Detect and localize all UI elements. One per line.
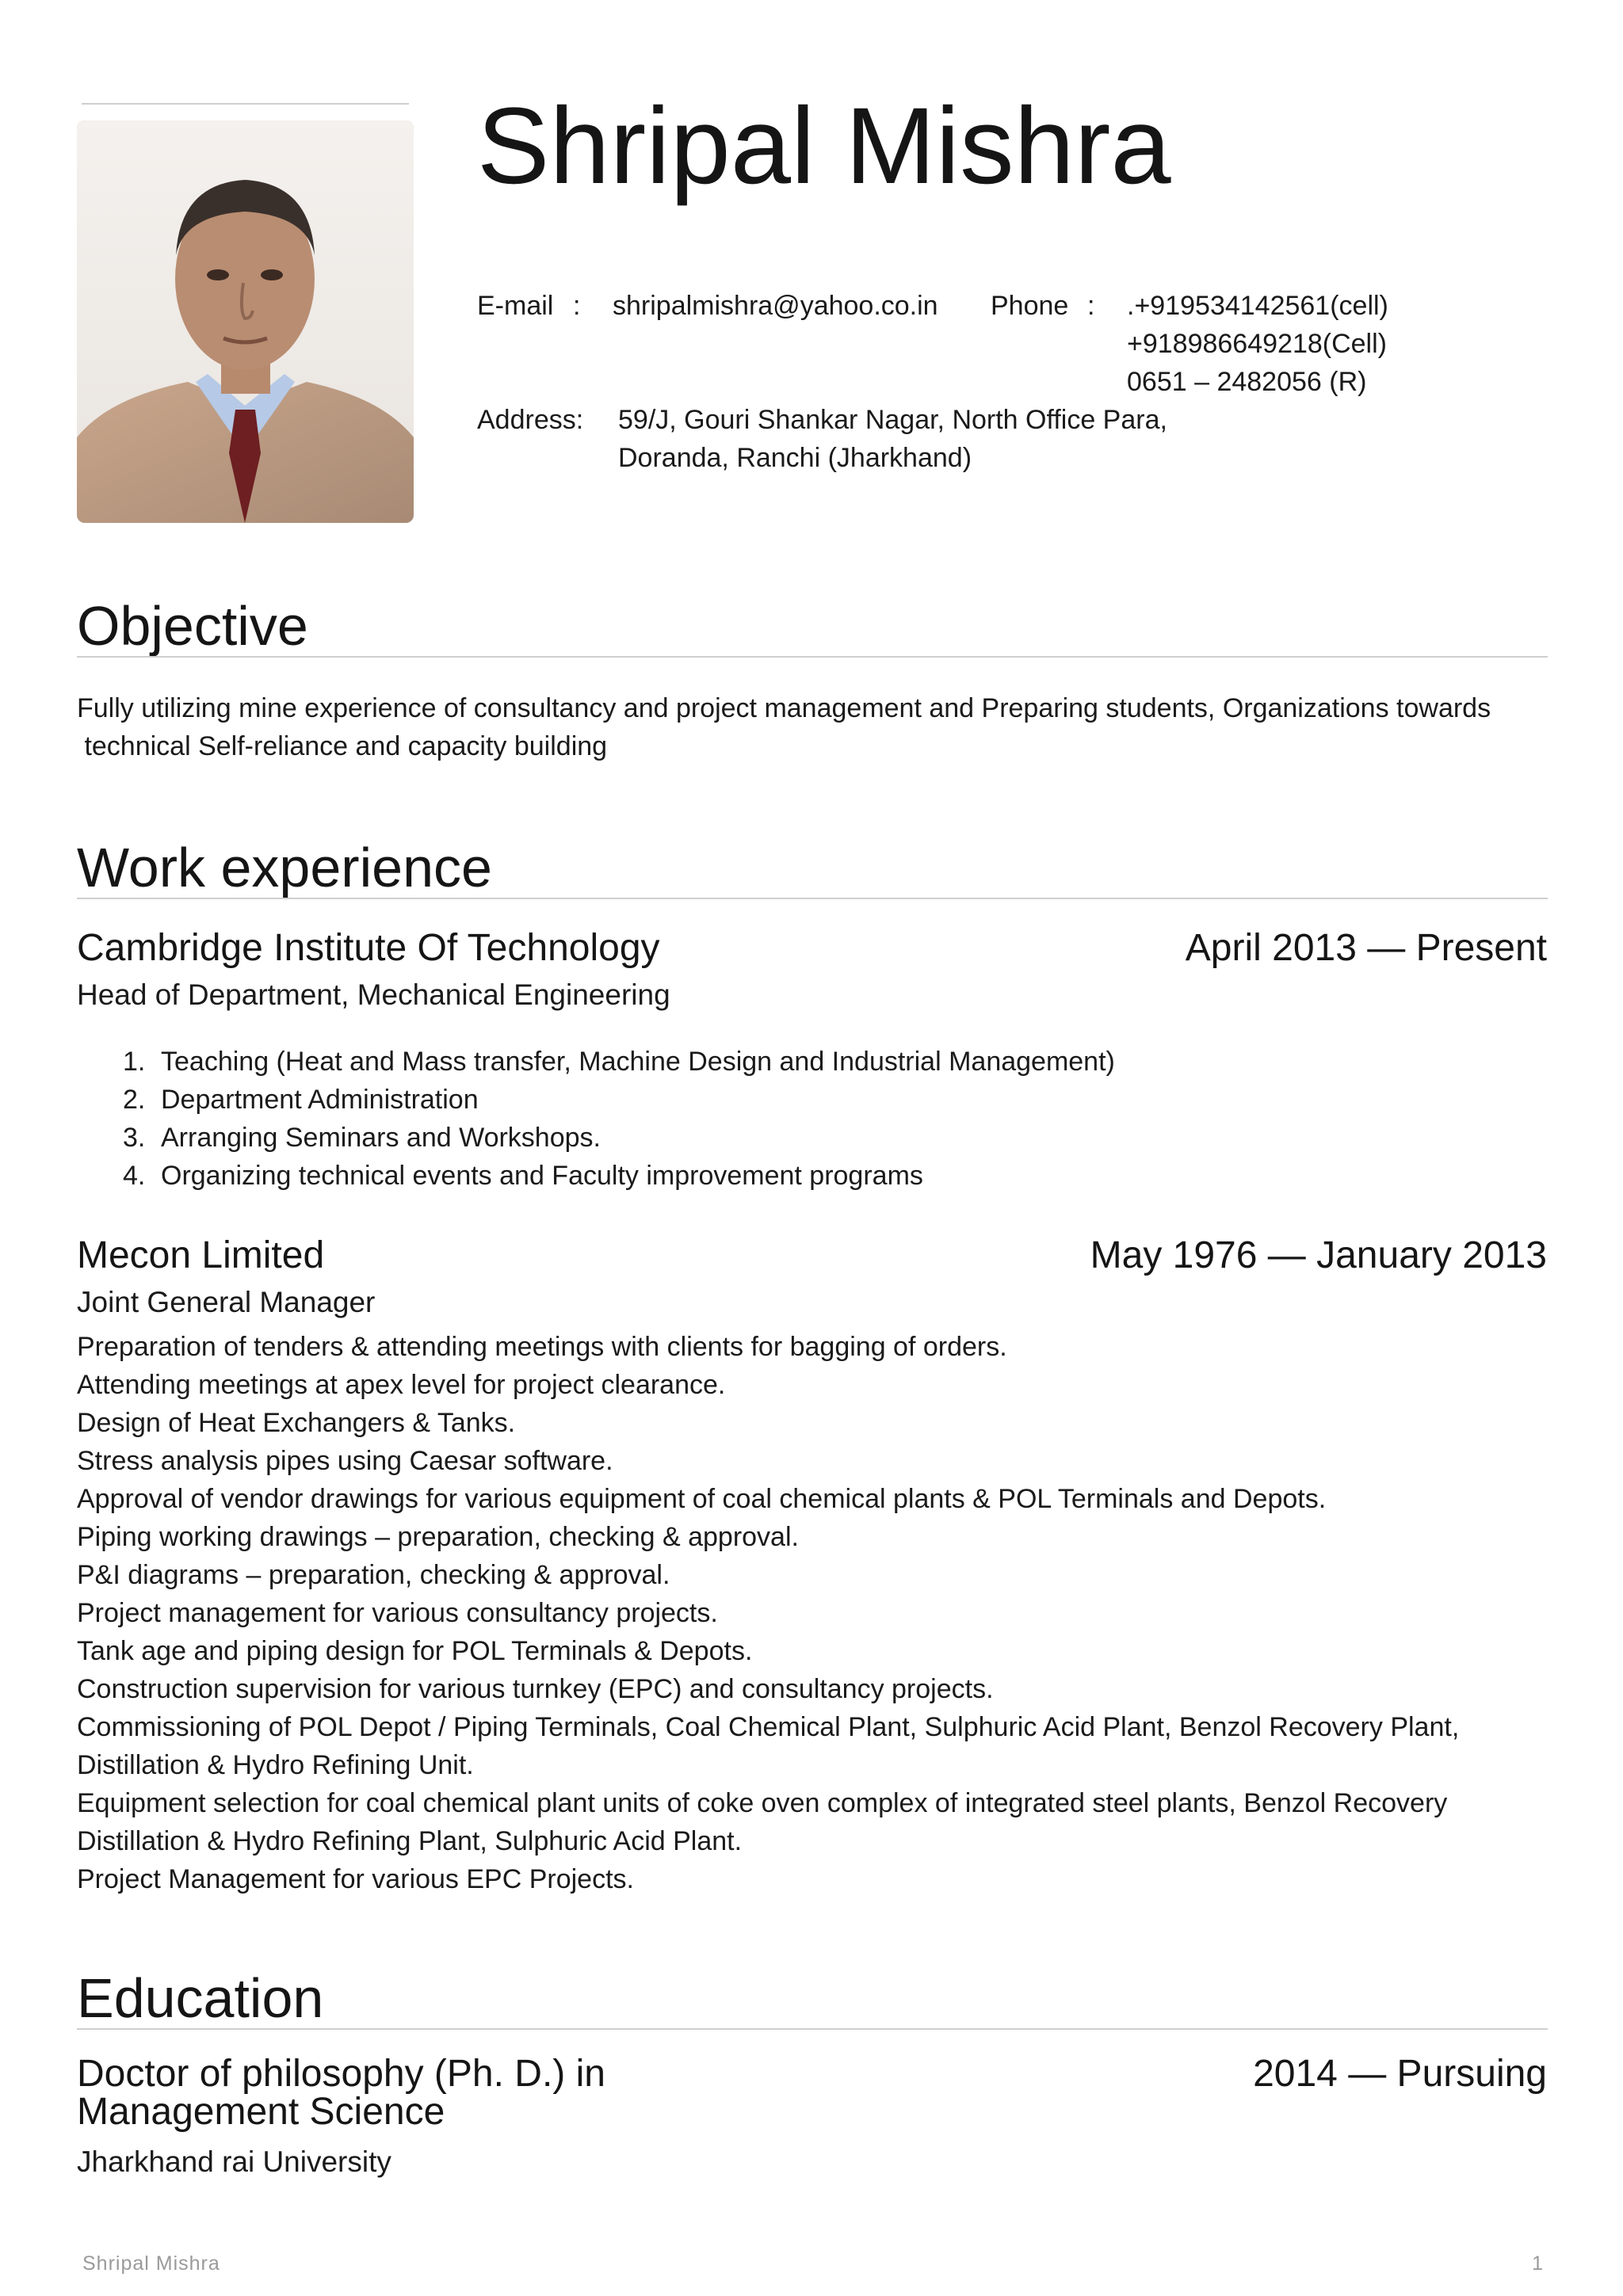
list-item: Commissioning of POL Depot / Piping Terminals, Coal Chemical Plant, Sulphuric Acid Plant, Benzol Recovery Plant, [77, 1712, 1460, 1742]
list-item [77, 1081, 1115, 1119]
list-item: Stress analysis pipes using Caesar software. [77, 1446, 613, 1476]
list-item: Preparation of tenders & attending meetings with clients for bagging of orders. [77, 1332, 1007, 1362]
photo-divider [82, 103, 409, 105]
list-item: Project Management for various EPC Projects. [77, 1864, 634, 1894]
work-experience-heading: Work experience [77, 837, 492, 898]
email-label: E-mail [477, 291, 554, 321]
list-item: Distillation & Hydro Refining Unit. [77, 1750, 474, 1780]
job-role: Joint General Manager [77, 1286, 376, 1318]
email-address[interactable]: shripalmishra@yahoo.co.in [613, 291, 938, 321]
address-line-1: 59/J, Gouri Shankar Nagar, North Office Para, [618, 405, 1167, 435]
list-number: 1. [123, 1047, 146, 1077]
candidate-name: Shripal Mishra [477, 86, 1171, 207]
list-item: Approval of vendor drawings for various equipment of coal chemical plants & POL Terminals and Depots. [77, 1484, 1327, 1514]
list-number: 2. [123, 1085, 146, 1115]
list-item: Attending meetings at apex level for project clearance. [77, 1370, 726, 1400]
objective-heading: Objective [77, 595, 308, 657]
phone-label: Phone [991, 291, 1069, 321]
education-divider [77, 2028, 1548, 2030]
job-duties-list [77, 1043, 1115, 1195]
profile-photo [77, 120, 414, 523]
list-item: Equipment selection for coal chemical plant units of coke oven complex of integrated steel plants, Benzol Recovery [77, 1788, 1448, 1818]
job-duties-list [77, 1328, 1459, 1898]
phone-separator: : [1087, 291, 1095, 321]
list-item: Tank age and piping design for POL Terminals & Depots. [77, 1636, 753, 1666]
job-company: Cambridge Institute Of Technology [77, 927, 660, 969]
portrait-image [77, 120, 414, 523]
objective-divider [77, 656, 1548, 658]
list-item: Project management for various consultancy projects. [77, 1598, 718, 1628]
list-item: Construction supervision for various turnkey (EPC) and consultancy projects. [77, 1674, 994, 1704]
list-item [77, 1157, 1115, 1195]
education-heading: Education [77, 1967, 324, 2029]
email-separator: : [573, 291, 581, 321]
phone-number-2: +918986649218(Cell) [1127, 329, 1387, 359]
list-item: Design of Heat Exchangers & Tanks. [77, 1408, 516, 1438]
list-text: Teaching (Heat and Mass transfer, Machine Design and Industrial Management) [161, 1047, 1115, 1077]
list-item: Distillation & Hydro Refining Plant, Sulphuric Acid Plant. [77, 1826, 743, 1856]
work-experience-divider [77, 898, 1548, 899]
job-dates: April 2013 — Present [1185, 927, 1547, 969]
degree-dates: 2014 — Pursuing [1253, 2053, 1547, 2095]
objective-line-2: technical Self-reliance and capacity building [77, 731, 608, 761]
job-dates: May 1976 — January 2013 [1090, 1234, 1547, 1276]
degree-line-1: Doctor of philosophy (Ph. D.) in [77, 2053, 605, 2095]
list-item: Piping working drawings – preparation, checking & approval. [77, 1522, 799, 1552]
page-number: 1 [1532, 2252, 1544, 2275]
list-number: 4. [123, 1161, 146, 1191]
phone-number-3: 0651 – 2482056 (R) [1127, 367, 1367, 397]
degree-line-2: Management Science [77, 2091, 445, 2133]
job-role: Head of Department, Mechanical Engineering [77, 978, 670, 1011]
list-item [77, 1043, 1115, 1081]
objective-line-1: Fully utilizing mine experience of consultancy and project management and Preparing students, Organizations towards [77, 693, 1491, 723]
phone-number-1: .+919534142561(cell) [1127, 291, 1388, 321]
list-text: Organizing technical events and Faculty improvement programs [161, 1161, 923, 1191]
list-item: P&I diagrams – preparation, checking & approval. [77, 1560, 670, 1590]
job-company: Mecon Limited [77, 1234, 325, 1276]
footer-name: Shripal Mishra [82, 2252, 220, 2275]
list-item [77, 1119, 1115, 1157]
institution-name: Jharkhand rai University [77, 2145, 391, 2178]
address-label: Address: [477, 405, 584, 435]
list-text: Arranging Seminars and Workshops. [161, 1123, 601, 1153]
address-line-2: Doranda, Ranchi (Jharkhand) [618, 443, 972, 473]
list-number: 3. [123, 1123, 146, 1153]
list-text: Department Administration [161, 1085, 479, 1115]
